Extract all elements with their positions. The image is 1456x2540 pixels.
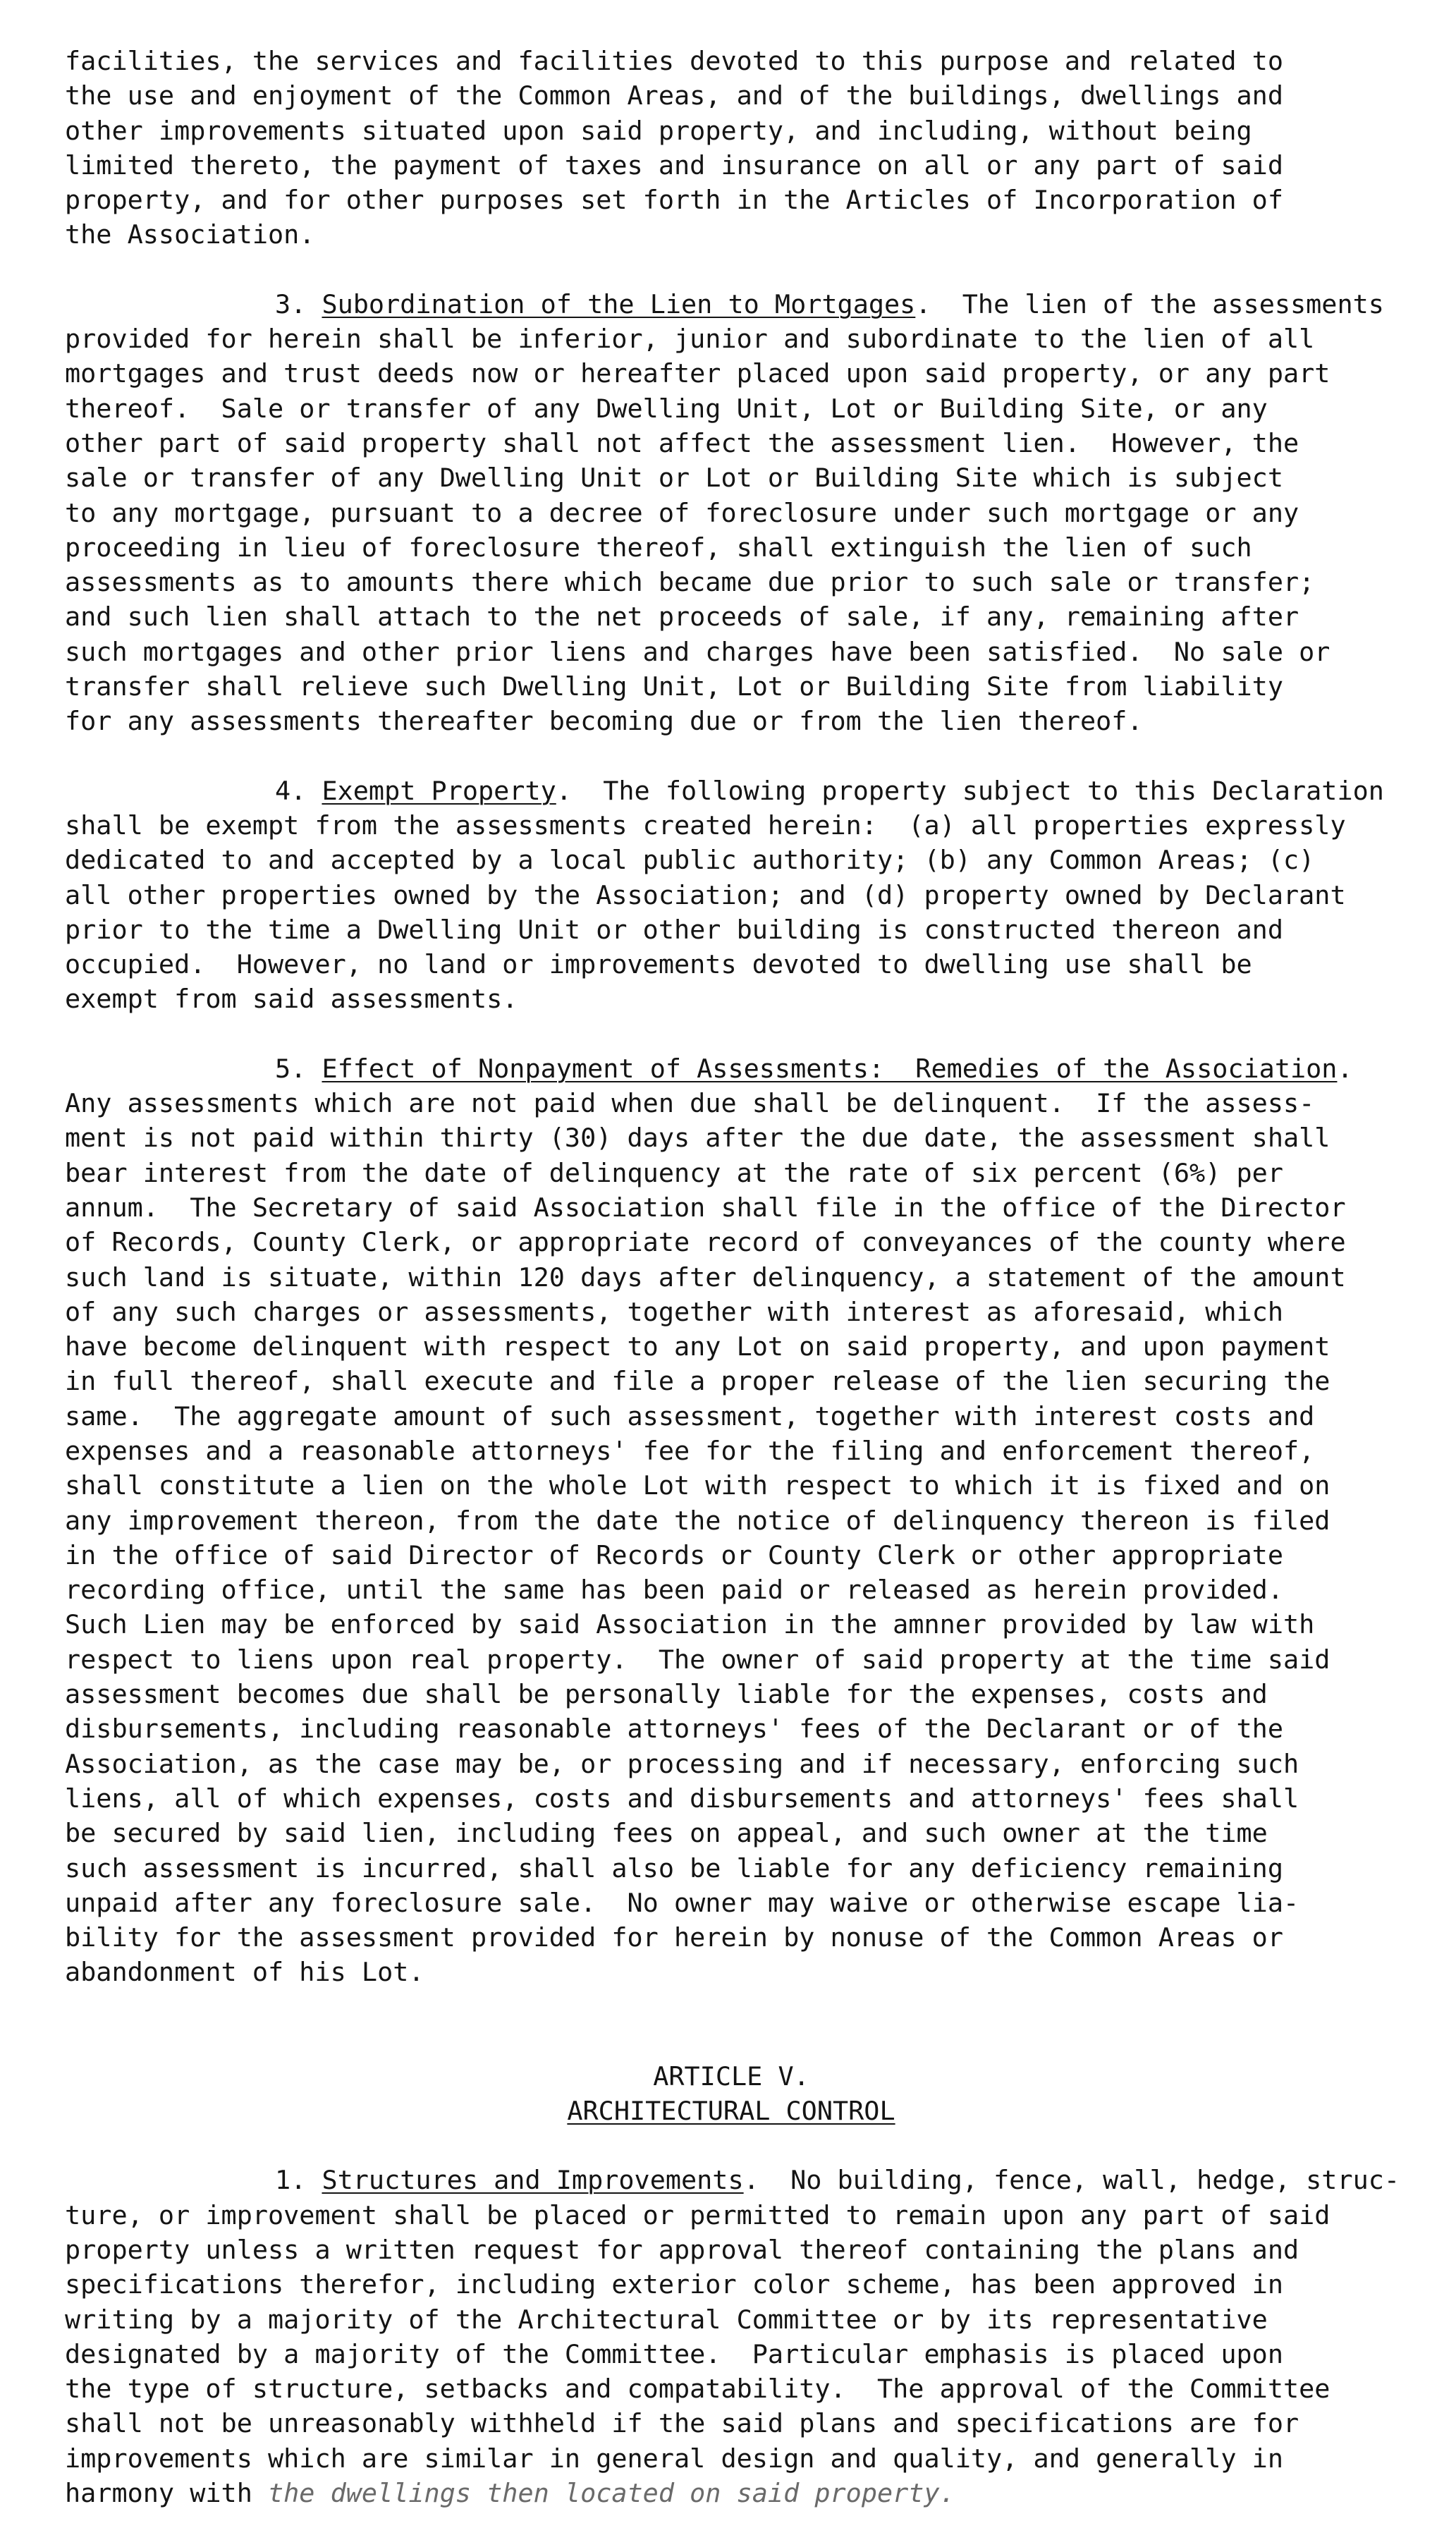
text-line: . — [1337, 1053, 1353, 1084]
text-line: of any such charges or assessments, together with interest as aforesaid, which — [65, 1296, 1283, 1327]
text-line: ment is not paid within thirty (30) days after the due date, the assessment shall — [65, 1123, 1330, 1154]
text-line: unpaid after any foreclosure sale. No owner may waive or otherwise escape lia- — [65, 1887, 1299, 1918]
text-line: transfer shall relieve such Dwelling Unit, Lot or Building Site from liability — [65, 671, 1283, 702]
text-line: recording office, until the same has been paid or released as herein provided. — [65, 1575, 1283, 1606]
text-line: proceeding in lieu of foreclosure thereof, shall extinguish the lien of such — [65, 532, 1252, 563]
intro-paragraph — [65, 44, 1426, 252]
section-5-nonpayment — [65, 1051, 1426, 1990]
text-line: such mortgages and other prior liens and charges have been satisfied. No sale or — [65, 636, 1330, 667]
section-first-line — [65, 287, 1426, 322]
section-3-subordination — [65, 287, 1426, 739]
text-line: such land is situate, within 120 days after delinquency, a statement of the amount — [65, 1262, 1346, 1293]
article-number: ARTICLE V. — [653, 2060, 809, 2092]
text-line: thereof. Sale or transfer of any Dwelling Unit, Lot or Building Site, or any — [65, 393, 1268, 424]
text-line: mortgages and trust deeds now or hereafter placed upon said property, or any part — [65, 358, 1330, 389]
text-line: exempt from said assessments. — [65, 984, 518, 1015]
text-line — [65, 2476, 1426, 2510]
text-line: ture, or improvement shall be placed or permitted to remain upon any part of said — [65, 2199, 1330, 2230]
text-line: for any assessments thereafter becoming due or from the lien thereof. — [65, 706, 1143, 737]
text-line: annum. The Secretary of said Association shall file in the office of the Director — [65, 1192, 1346, 1223]
text-line: bility for the assessment provided for herein by nonuse of the Common Areas or — [65, 1922, 1283, 1953]
text-line: the Association. — [65, 219, 315, 250]
text-line: respect to liens upon real property. The owner of said property at the time said — [65, 1644, 1330, 1675]
text-line: sale or transfer of any Dwelling Unit or Lot or Building Site which is subject — [65, 463, 1283, 494]
text-line: writing by a majority of the Architectural Committee or by its representative — [65, 2304, 1268, 2335]
text-line: be secured by said lien, including fees on appeal, and such owner at the time — [65, 1818, 1268, 1849]
text-line: same. The aggregate amount of such assessment, together with interest costs and — [65, 1400, 1315, 1431]
section-heading: Structures and Improvements — [322, 2165, 744, 2196]
text-line: the use and enjoyment of the Common Areas, and of the buildings, dwellings and — [65, 80, 1283, 111]
text-line: to any mortgage, pursuant to a decree of foreclosure under such mortgage or any — [65, 497, 1299, 528]
text-line: liens, all of which expenses, costs and disbursements and attorneys' fees shall — [65, 1783, 1299, 1814]
text-line: shall not be unreasonably withheld if the said plans and specifications are for — [65, 2408, 1299, 2439]
text-line: shall be exempt from the assessments created herein: (a) all properties expressly — [65, 810, 1346, 841]
section-number: 1. — [275, 2165, 322, 2196]
text-line: any improvement thereon, from the date the notice of delinquency thereon is filed — [65, 1505, 1330, 1536]
text-line: expenses and a reasonable attorneys' fee for the filing and enforcement thereof, — [65, 1435, 1315, 1466]
section-first-line — [65, 1051, 1426, 1086]
section-heading: Exempt Property — [322, 775, 556, 806]
last-line-faded: the dwellings then located on said property. — [268, 2478, 955, 2508]
text-line: Such Lien may be enforced by said Association in the amnner provided by law with — [65, 1609, 1315, 1640]
text-line: . The following property subject to this Declaration — [556, 775, 1384, 806]
text-line: Any assessments which are not paid when due shall be delinquent. If the assess- — [65, 1088, 1315, 1119]
text-line: shall constitute a lien on the whole Lot with respect to which it is fixed and on — [65, 1470, 1330, 1501]
section-4-exempt-property — [65, 774, 1426, 1017]
text-line: property, and for other purposes set forth in the Articles of Incorporation of — [65, 185, 1283, 216]
text-line: abandonment of his Lot. — [65, 1957, 424, 1988]
text-line: . No building, fence, wall, hedge, struc- — [743, 2165, 1400, 2196]
text-line: have become delinquent with respect to any Lot on said property, and upon payment — [65, 1331, 1330, 1362]
text-line: other improvements situated upon said property, and including, without being — [65, 115, 1252, 146]
text-line: in full thereof, shall execute and file a proper release of the lien securing the — [65, 1366, 1330, 1397]
section-number: 3. — [275, 288, 322, 319]
section-first-line — [65, 2163, 1426, 2197]
section-heading: Subordination of the Lien to Mortgages — [322, 288, 916, 319]
text-line: improvements which are similar in general design and quality, and generally in — [65, 2443, 1283, 2474]
text-line: designated by a majority of the Committee. Particular emphasis is placed upon — [65, 2338, 1283, 2369]
text-line: provided for herein shall be inferior, junior and subordinate to the lien of all — [65, 324, 1315, 355]
section-first-line — [65, 774, 1426, 808]
text-line: Association, as the case may be, or processing and if necessary, enforcing such — [65, 1748, 1299, 1779]
text-line: the type of structure, setbacks and compatability. The approval of the Committee — [65, 2374, 1330, 2405]
text-line: such assessment is incurred, shall also be liable for any deficiency remaining — [65, 1852, 1283, 1883]
text-line: of Records, County Clerk, or appropriate record of conveyances of the county where — [65, 1227, 1346, 1258]
text-line: all other properties owned by the Association; and (d) property owned by Declarant — [65, 879, 1346, 910]
text-line: property unless a written request for approval thereof containing the plans and — [65, 2234, 1299, 2265]
text-line: in the office of said Director of Records or County Clerk or other appropriate — [65, 1539, 1283, 1570]
text-line: bear interest from the date of delinquency at the rate of six percent (6%) per — [65, 1157, 1283, 1188]
text-line: . The lien of the assessments — [915, 288, 1384, 319]
text-line: assessment becomes due shall be personally liable for the expenses, costs and — [65, 1679, 1268, 1710]
text-line: facilities, the services and facilities devoted to this purpose and related to — [65, 46, 1283, 76]
text-line: assessments as to amounts there which became due prior to such sale or transfer; — [65, 567, 1315, 598]
text-line: dedicated to and accepted by a local public authority; (b) any Common Areas; (c) — [65, 845, 1315, 876]
article-5-section-1-structures — [65, 2163, 1426, 2510]
last-line-start: harmony with — [65, 2478, 268, 2508]
text-line: limited thereto, the payment of taxes and insurance on all or any part of said — [65, 149, 1283, 181]
article-heading — [65, 2059, 1426, 2129]
text-line: other part of said property shall not affect the assessment lien. However, the — [65, 427, 1299, 458]
text-line: and such lien shall attach to the net proceeds of sale, if any, remaining after — [65, 602, 1299, 633]
section-number: 5. — [275, 1053, 322, 1084]
document-page — [65, 44, 1426, 2510]
text-line: specifications therefor, including exterior color scheme, has been approved in — [65, 2269, 1283, 2300]
text-line: occupied. However, no land or improvements devoted to dwelling use shall be — [65, 949, 1252, 980]
article-title-text: ARCHITECTURAL CONTROL — [567, 2096, 895, 2127]
text-line: disbursements, including reasonable attorneys' fees of the Declarant or of the — [65, 1714, 1283, 1745]
text-line: prior to the time a Dwelling Unit or other building is constructed thereon and — [65, 914, 1283, 945]
section-number: 4. — [275, 775, 322, 806]
article-title — [65, 2094, 1426, 2128]
section-heading: Effect of Nonpayment of Assessments: Remedies of the Association — [322, 1053, 1338, 1084]
